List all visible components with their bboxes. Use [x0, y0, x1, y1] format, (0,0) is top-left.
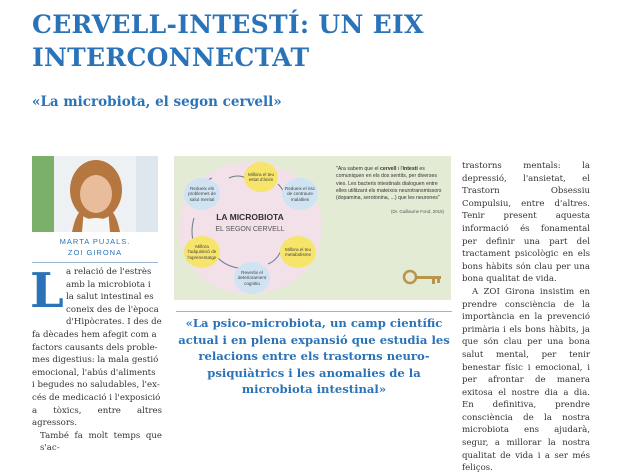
article-title — [32, 8, 592, 74]
quote-text-1: "Ara sabem que el — [336, 166, 380, 172]
quote-text-3: es comuniquen en els dos sentits, per diverses vies. Les bacteris intestinals dialoguen entre elles utilitzant els mateixos neurotransmissors (dopamina, serotonina, ...) que les neurones" — [336, 166, 442, 202]
article-title-line-2: INTERCONNECTAT — [32, 43, 310, 72]
infographic-quote — [336, 166, 444, 216]
body-line: fa dècades hem afegit com a — [32, 329, 157, 340]
quote-text-2: i l' — [396, 166, 403, 172]
body-line: coneix des de l'època — [66, 304, 159, 315]
bubble-learning: Millora l'adquisició de l'aprenentatge — [184, 236, 220, 268]
key-icon — [402, 268, 444, 286]
body-paragraph: trastorns mentals: la depressió, l'ansietat, el Trastorn Obsessiu Compulsiu, entre d'altres. Tenir present aquesta informació és fonamental per definir una part del tractament psicològic en els bons hàbits són clau per una bona qualitat de vida. — [462, 161, 590, 285]
body-paragraph: A ZOI Girona insistim en prendre consciència de la importància en la prevenció primària i els bons hàbits, ja que són clau per una bona salut mental, per tenir benestar físic i emocional, i per afrontar de manera exitosa el nostre dia a dia. En definitiva, prendre consciència de la nostra microbiota ens ajudarà, segur, a millorar la nostra qualitat de vida i a ser més feliços. — [462, 286, 590, 474]
body-line: a relació de l'estrès — [66, 267, 152, 277]
bubble-mental-health: Redueix els problemes de salut mental — [184, 178, 220, 210]
body-line: amb la microbiota i — [66, 279, 151, 290]
article-subtitle: «La microbiota, el segon cervell» — [32, 94, 282, 110]
body-line: També fa molt temps que s'ac- — [40, 430, 162, 454]
bubble-metabolism: Millora el teu metabolisme — [280, 236, 316, 268]
pull-quote: «La psico-microbiota, un camp científic actual i en plena expansió que estudia les relacions entre els trastorns neuro-psiquiàtrics i les anomalies de la microbiota intestinal» — [178, 316, 450, 396]
bubble-cognitive: Revertix el deteriorament cognitiu — [234, 262, 270, 294]
bubble-mood: Millora el teu estat d'ànim — [244, 162, 278, 192]
body-line: d'Hipòcrates. I des de — [66, 317, 162, 328]
author-affiliation: ZOI GIRONA — [67, 248, 123, 257]
body-line: emocional, l'abús d'aliments — [32, 367, 156, 378]
bubble-disease-risk: Redueix el risc de contraure malalties — [282, 178, 318, 210]
author-photo — [32, 156, 158, 232]
pull-quote-top-rule — [176, 311, 452, 312]
author-byline — [32, 236, 158, 258]
quote-bold-brain: cervell — [379, 166, 397, 172]
body-line: a tòxics, entre altres agressors. — [32, 405, 162, 429]
author-portrait-image — [32, 156, 158, 232]
infographic-subtitle: EL SEGON CERVELL — [215, 226, 285, 233]
body-line: cés de medicació i l'exposició — [32, 392, 161, 403]
microbiota-infographic — [174, 156, 451, 300]
body-line: factors causants dels proble- — [32, 342, 158, 353]
author-name: MARTA PUJALS. — [59, 237, 131, 246]
article-title-line-1: CERVELL-INTESTÍ: UN EIX — [32, 10, 424, 39]
body-line: i begudes no saludables, l'ex- — [32, 380, 160, 391]
body-column-right — [462, 160, 590, 475]
infographic-title: LA MICROBIOTA — [216, 212, 284, 222]
quote-citation: (Dr. Guillaume Fond, 2015) — [391, 209, 444, 215]
quote-bold-gut: intestí — [402, 166, 418, 172]
body-line: la salut intestinal es — [66, 292, 154, 303]
body-column-left — [30, 263, 162, 455]
body-line: mes digestius: la mala gestió — [32, 355, 159, 366]
drop-cap: L — [30, 263, 64, 319]
